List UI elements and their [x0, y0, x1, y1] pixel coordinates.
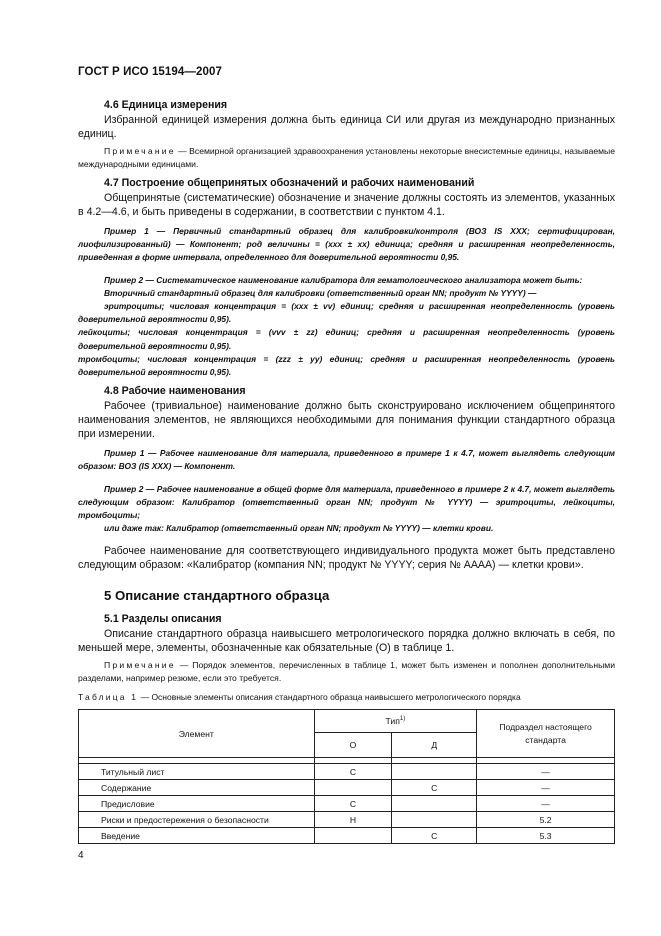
section-4-7-body: Общепринятые (систематические) обозначение и значение должны состоять из элементов, указанных в 4.2—4.6, и быть приведены в содержании, в соответствии с пунктом 4.1. [78, 192, 615, 218]
section-4-8-example-2: Пример 2 — Рабочее наименование в общей форме для материала, приведенного в примере 2 к 4.7, может выглядеть следующим образом: Калибратор (ответственный орган NN; продукт № YYYY) — эритроциты, лейкоциты, тромбоциты; [78, 483, 615, 521]
cell-d [392, 796, 477, 812]
cell-o [314, 828, 392, 844]
cell-element: Титульный лист [79, 764, 315, 780]
cell-d [392, 764, 477, 780]
section-5-1-heading: 5.1 Разделы описания [104, 613, 222, 626]
note-label: Примечание [104, 660, 176, 671]
section-4-7-example-2-line-1: Вторичный стандартный образец для калибровки (ответственный орган NN; продукт № YYYY) — [104, 287, 537, 298]
note-label: Примечание [104, 146, 176, 156]
table-header-subsection: Подраздел настоящего стандарта [477, 710, 615, 758]
cell-element: Риски и предостережения о безопасности [79, 812, 315, 828]
section-4-7-heading: 4.7 Построение общепринятых обозначений и рабочих наименований [104, 177, 475, 189]
document-header: ГОСТ Р ИСО 15194—2007 [78, 66, 223, 78]
cell-o: С [314, 764, 392, 780]
cell-subsection: — [477, 764, 615, 780]
section-4-8-heading: 4.8 Рабочие наименования [104, 385, 246, 398]
section-4-6-heading: 4.6 Единица измерения [104, 99, 228, 111]
cell-subsection: 5.2 [477, 812, 615, 828]
cell-d [392, 812, 477, 828]
section-4-8-example-2-alt: или даже так: Калибратор (ответственный орган NN; продукт № YYYY) — клетки крови. [104, 523, 494, 534]
cell-subsection: — [477, 780, 615, 796]
section-4-7-example-1: Пример 1 — Первичный стандартный образец для калибровки/контроля (ВОЗ IS ХХХ; сертифицирован, лиофилизированный) — Компонент; род величины = (ххх ± хх) единица; средняя и расширенная неопределенность, приведенная в форме интервала, определенного для доверительной вероятности 0,95. [78, 226, 615, 263]
note-text: — Всемирной организацией здравоохранения установлены некоторые внесистемные единицы, называемые международными единицами. [78, 146, 615, 169]
table-caption [78, 691, 615, 703]
table-row [79, 812, 615, 828]
section-5-1-note [78, 659, 615, 685]
section-4-6-body: Избранной единицей измерения должна быть единица СИ или другая из международно признанных единиц. [78, 114, 615, 140]
cell-o: С [314, 796, 392, 812]
section-4-7-example-2-line-2: эритроциты; числовая концентрация = (ххх ± vv) единиц; средняя и расширенная неопределенность (уровень доверительной вероятности 0,95). [78, 301, 615, 325]
page-number: 4 [78, 850, 84, 861]
section-4-8-example-1: Пример 1 — Рабочее наименование для материала, приведенного в примере 1 к 4.7, может выглядеть следующим образом: ВОЗ (IS ХХХ) — Компонент. [78, 448, 615, 472]
elements-table [78, 709, 615, 844]
table-header-d: Д [392, 733, 477, 758]
footnote-ref: 1) [399, 716, 406, 723]
cell-subsection: 5.3 [477, 828, 615, 844]
cell-element: Введение [79, 828, 315, 844]
section-4-7-example-2-line-3: лейкоциты; числовая концентрация = (vvv ± zz) единиц; средняя и расширенная неопределенность (уровень доверительной вероятности 0,95). [78, 327, 615, 351]
cell-d: С [392, 828, 477, 844]
table-row [79, 828, 615, 844]
cell-o: Н [314, 812, 392, 828]
cell-element: Содержание [79, 780, 315, 796]
section-4-8-body-2: Рабочее наименование для соответствующего индивидуального продукта может быть представлено следующим образом: «Калибратор (компания NN; продукт № YYYY; серия № АААА) — клетки крови». [78, 545, 615, 572]
table-row [79, 764, 615, 780]
note-text: — Порядок элементов, перечисленных в таблице 1, может быть изменен и пополнен дополнительными разделами, например резюме, если это требуется. [78, 660, 615, 684]
section-5-1-body: Описание стандартного образца наивысшего метрологического порядка должно включать в себя, по меньшей мере, элементы, обозначенные как обязательные (О) в таблице 1. [78, 628, 615, 655]
table-header-element: Элемент [79, 710, 315, 758]
section-4-8-body: Рабочее (тривиальное) наименование должно быть сконструировано исключением общепринятого наименования элементов, не являющихся необходимыми для понимания функции стандартного образца при измерении. [78, 400, 615, 441]
table-caption-label: Таблица 1 [78, 692, 139, 703]
table-row [79, 796, 615, 812]
cell-subsection: — [477, 796, 615, 812]
section-5-heading: 5 Описание стандартного образца [104, 588, 330, 604]
cell-d: С [392, 780, 477, 796]
table-header-o: О [314, 733, 392, 758]
section-4-7-example-2-line-4: тромбоциты; числовая концентрация = (zzz ± yy) единиц; средняя и расширенная неопределенность (уровень доверительной вероятности 0,95). [78, 353, 615, 378]
table-caption-text: — Основные элементы описания стандартного образца наивысшего метрологического порядка [138, 692, 521, 703]
document-page [78, 66, 615, 844]
section-4-6-note [78, 145, 615, 171]
table-row [79, 780, 615, 796]
cell-o [314, 780, 392, 796]
cell-element: Предисловие [79, 796, 315, 812]
table-header-type: Тип$^{1)}$ [314, 710, 477, 733]
section-4-7-example-2-intro: Пример 2 — Систематическое наименование калибратора для гематологического анализатора может быть: [104, 274, 583, 285]
